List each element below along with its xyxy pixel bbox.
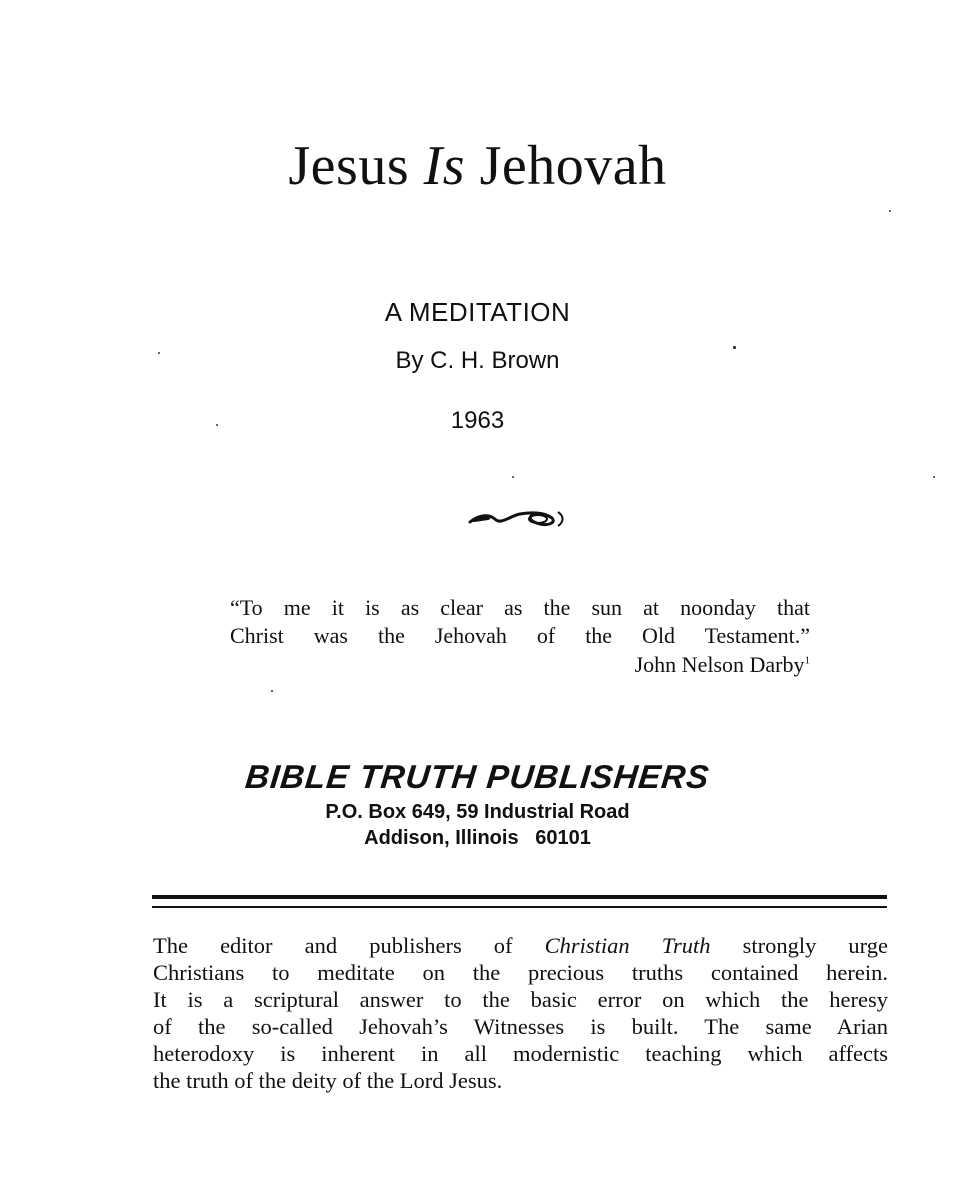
quote-line-2: Christ was the Jehovah of the Old Testament.”: [230, 623, 810, 648]
quote-attribution: [230, 651, 810, 679]
flourish-ornament-icon: [466, 504, 570, 532]
note-line-6: the truth of the deity of the Lord Jesus.: [153, 1068, 503, 1093]
scan-speck: [216, 424, 218, 426]
scan-speck: [733, 346, 736, 349]
note-line-1: [153, 932, 888, 959]
title-part-1: Jesus: [288, 135, 410, 197]
title-part-2: Is: [423, 135, 466, 197]
scan-speck: [271, 690, 273, 692]
epigraph-quote: [230, 594, 810, 679]
page-title: [0, 130, 955, 202]
note-line-5: heterodoxy is inherent in all modernistic teaching which affects: [153, 1041, 888, 1066]
journal-title: Christian Truth: [544, 933, 711, 958]
title-part-3: Jehovah: [479, 135, 667, 197]
scan-speck: [158, 352, 160, 354]
note-line-1-end: strongly urge: [710, 933, 888, 958]
author-line: By C. H. Brown: [395, 347, 560, 374]
note-line-1-start: The editor and publishers of: [153, 933, 545, 958]
note-line-2: Christians to meditate on the precious truths contained herein.: [153, 960, 888, 985]
publisher-city: Addison, Illinois 60101: [364, 827, 591, 849]
subtitle: A MEDITATION: [384, 297, 571, 327]
quote-line-1: “To me it is as clear as the sun at noonday that: [230, 595, 810, 620]
editor-note: [153, 932, 888, 1094]
scan-speck: [889, 210, 891, 212]
scan-speck: [512, 476, 514, 478]
publisher-address: P.O. Box 649, 59 Industrial Road: [325, 801, 630, 823]
note-line-3: It is a scriptural answer to the basic error on which the heresy: [153, 987, 888, 1012]
divider-thin: [152, 906, 887, 908]
scan-speck: [933, 476, 935, 478]
publisher-name: BIBLE TRUTH PUBLISHERS: [243, 758, 712, 795]
footnote-mark: 1: [804, 654, 810, 667]
attribution-name: John Nelson Darby: [634, 652, 805, 677]
divider-thick: [152, 895, 887, 899]
note-line-4: of the so-called Jehovah’s Witnesses is built. The same Arian: [153, 1014, 888, 1039]
publication-year: 1963: [450, 407, 505, 434]
